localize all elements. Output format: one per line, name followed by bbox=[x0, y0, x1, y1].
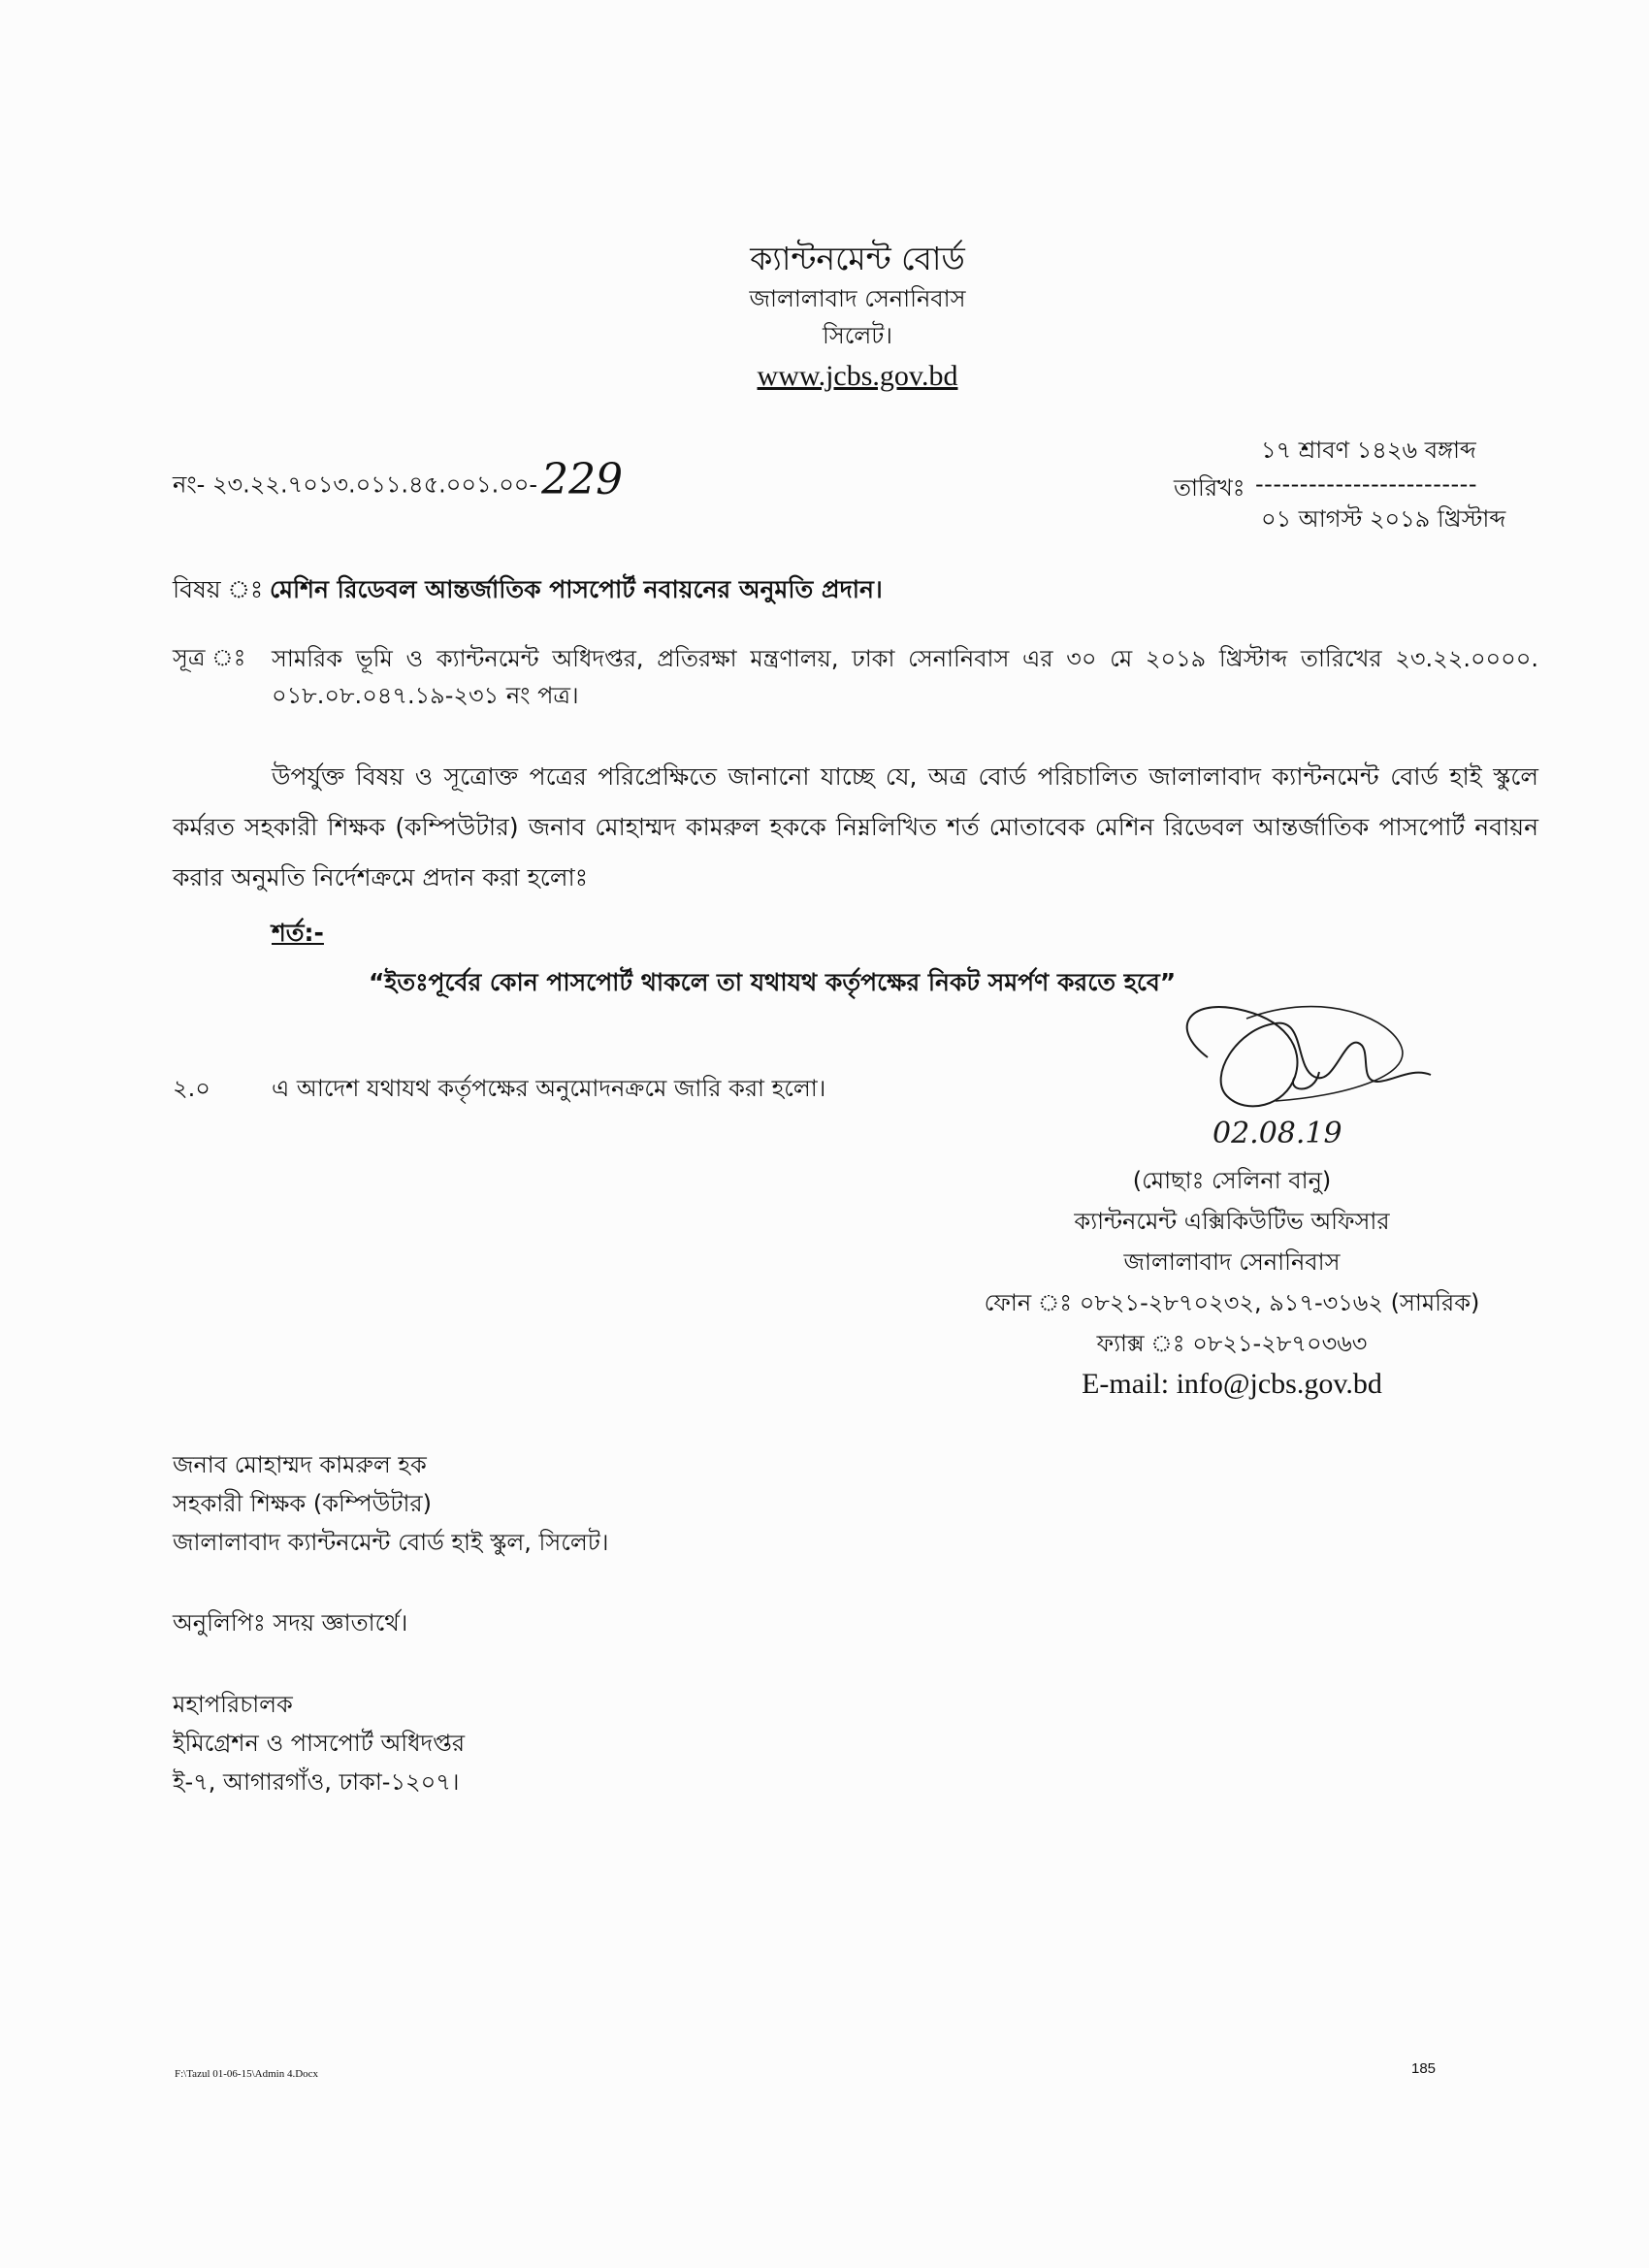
organization-city: সিলেট। bbox=[823, 322, 892, 349]
memo-number-prefix: নং- ২৩.২২.৭০১৩.০১১.৪৫.০০১.০০- bbox=[173, 470, 538, 499]
organization-name: ক্যান্টনমেন্ট বোর্ড bbox=[750, 240, 965, 277]
copy-recipient-office: ইমিগ্রেশন ও পাসপোর্ট অধিদপ্তর bbox=[173, 1730, 466, 1757]
body-paragraph: উপর্যুক্ত বিষয় ও সূত্রোক্ত পত্রের পরিপ্রেক্ষিতে জানানো যাচ্ছে যে, অত্র বোর্ড পরিচালিত জালালাবাদ ক্যান্টনমেন্ট বোর্ড হাই স্কুলে কর্মরত সহকারী শিক্ষক (কম্পিউটার) জনাব মোহাম্মদ কামরুল হককে নিম্নলিখিত শর্ত মোতাবেক মেশিন রিডেবল আন্তর্জাতিক পাসপোর্ট নবায়ন করার অনুমতি নির্দেশক্রমে প্রদান করা হলোঃ bbox=[173, 762, 1538, 891]
organization-place: জালালাবাদ সেনানিবাস bbox=[749, 285, 966, 312]
footer-page-number: 185 bbox=[1411, 2060, 1437, 2077]
condition-heading: শর্ত:- bbox=[272, 919, 324, 947]
memo-number bbox=[173, 455, 624, 510]
copy-label: অনুলিপিঃ সদয় জ্ঞাতার্থে। bbox=[173, 1609, 408, 1636]
signatory-name: (মোছাঃ সেলিনা বানু) bbox=[1132, 1167, 1332, 1194]
copy-recipient-address: ই-৭, আগারগাঁও, ঢাকা-১২০৭। bbox=[173, 1768, 460, 1796]
copy-recipient-title: মহাপরিচালক bbox=[173, 1691, 293, 1718]
signature-block bbox=[970, 1160, 1494, 1405]
signatory-fax: ফ্যাক্স ঃ ০৮২১-২৮৭০৩৬৩ bbox=[1096, 1330, 1368, 1357]
date-bengali: ১৭ শ্রাবণ ১৪২৬ বঙ্গাব্দ bbox=[1261, 437, 1476, 464]
recipient-designation: সহকারী শিক্ষক (কম্পিউটার) bbox=[173, 1490, 432, 1517]
website-link[interactable]: www.jcbs.gov.bd bbox=[757, 360, 958, 392]
recipient-institution: জালালাবাদ ক্যান্টনমেন্ট বোর্ড হাই স্কুল, সিলেট। bbox=[173, 1529, 609, 1556]
signatory-email[interactable]: E-mail: info@jcbs.gov.bd bbox=[1082, 1368, 1382, 1400]
memo-number-handwritten: 229 bbox=[541, 455, 624, 504]
recipient-address bbox=[173, 1445, 608, 1562]
subject-label: বিষয় ঃ bbox=[173, 575, 264, 603]
recipient-name: জনাব মোহাম্মদ কামরুল হক bbox=[173, 1451, 427, 1478]
letterhead bbox=[0, 238, 1649, 399]
subject-line bbox=[173, 570, 883, 612]
handwritten-signature bbox=[1149, 989, 1440, 1154]
reference-text: সামরিক ভূমি ও ক্যান্টনমেন্ট অধিদপ্তর, প্রতিরক্ষা মন্ত্রণালয়, ঢাকা সেনানিবাস এর ৩০ মে ২০১৯ খ্রিস্টাব্দ তারিখের ২৩.২২.০০০০. ০১৮.০৮.০৪৭.১৯-২৩১ নং পত্র। bbox=[272, 645, 1538, 709]
copy-recipient bbox=[173, 1685, 465, 1801]
paragraph-2-number: ২.০ bbox=[173, 1075, 210, 1102]
signatory-station: জালালাবাদ সেনানিবাস bbox=[1123, 1248, 1341, 1276]
condition-text: “ইতঃপূর্বের কোন পাসপোর্ট থাকলে তা যথাযথ কর্তৃপক্ষের নিকট সমর্পণ করতে হবে” bbox=[369, 968, 1177, 996]
date-label: তারিখঃ bbox=[1174, 474, 1245, 502]
signatory-phone: ফোন ঃ ০৮২১-২৮৭০২৩২, ৯১৭-৩১৬২ (সামরিক) bbox=[984, 1289, 1480, 1316]
subject-text: মেশিন রিডেবল আন্তর্জাতিক পাসপোর্ট নবায়নের অনুমতি প্রদান। bbox=[270, 575, 883, 603]
reference-label: সূত্র ঃ bbox=[173, 644, 246, 671]
date-separator: ------------------------- bbox=[1255, 470, 1478, 498]
date-english: ০১ আগস্ট ২০১৯ খ্রিস্টাব্দ bbox=[1261, 505, 1506, 533]
footer-file-path: F:\Tazul 01-06-15\Admin 4.Docx bbox=[175, 2068, 319, 2080]
signatory-designation: ক্যান্টনমেন্ট এক্সিকিউটিভ অফিসার bbox=[1074, 1208, 1390, 1235]
signature-date: 02.08.19 bbox=[1212, 1117, 1342, 1150]
paragraph-2-text: এ আদেশ যথাযথ কর্তৃপক্ষের অনুমোদনক্রমে জারি করা হলো। bbox=[272, 1075, 826, 1102]
